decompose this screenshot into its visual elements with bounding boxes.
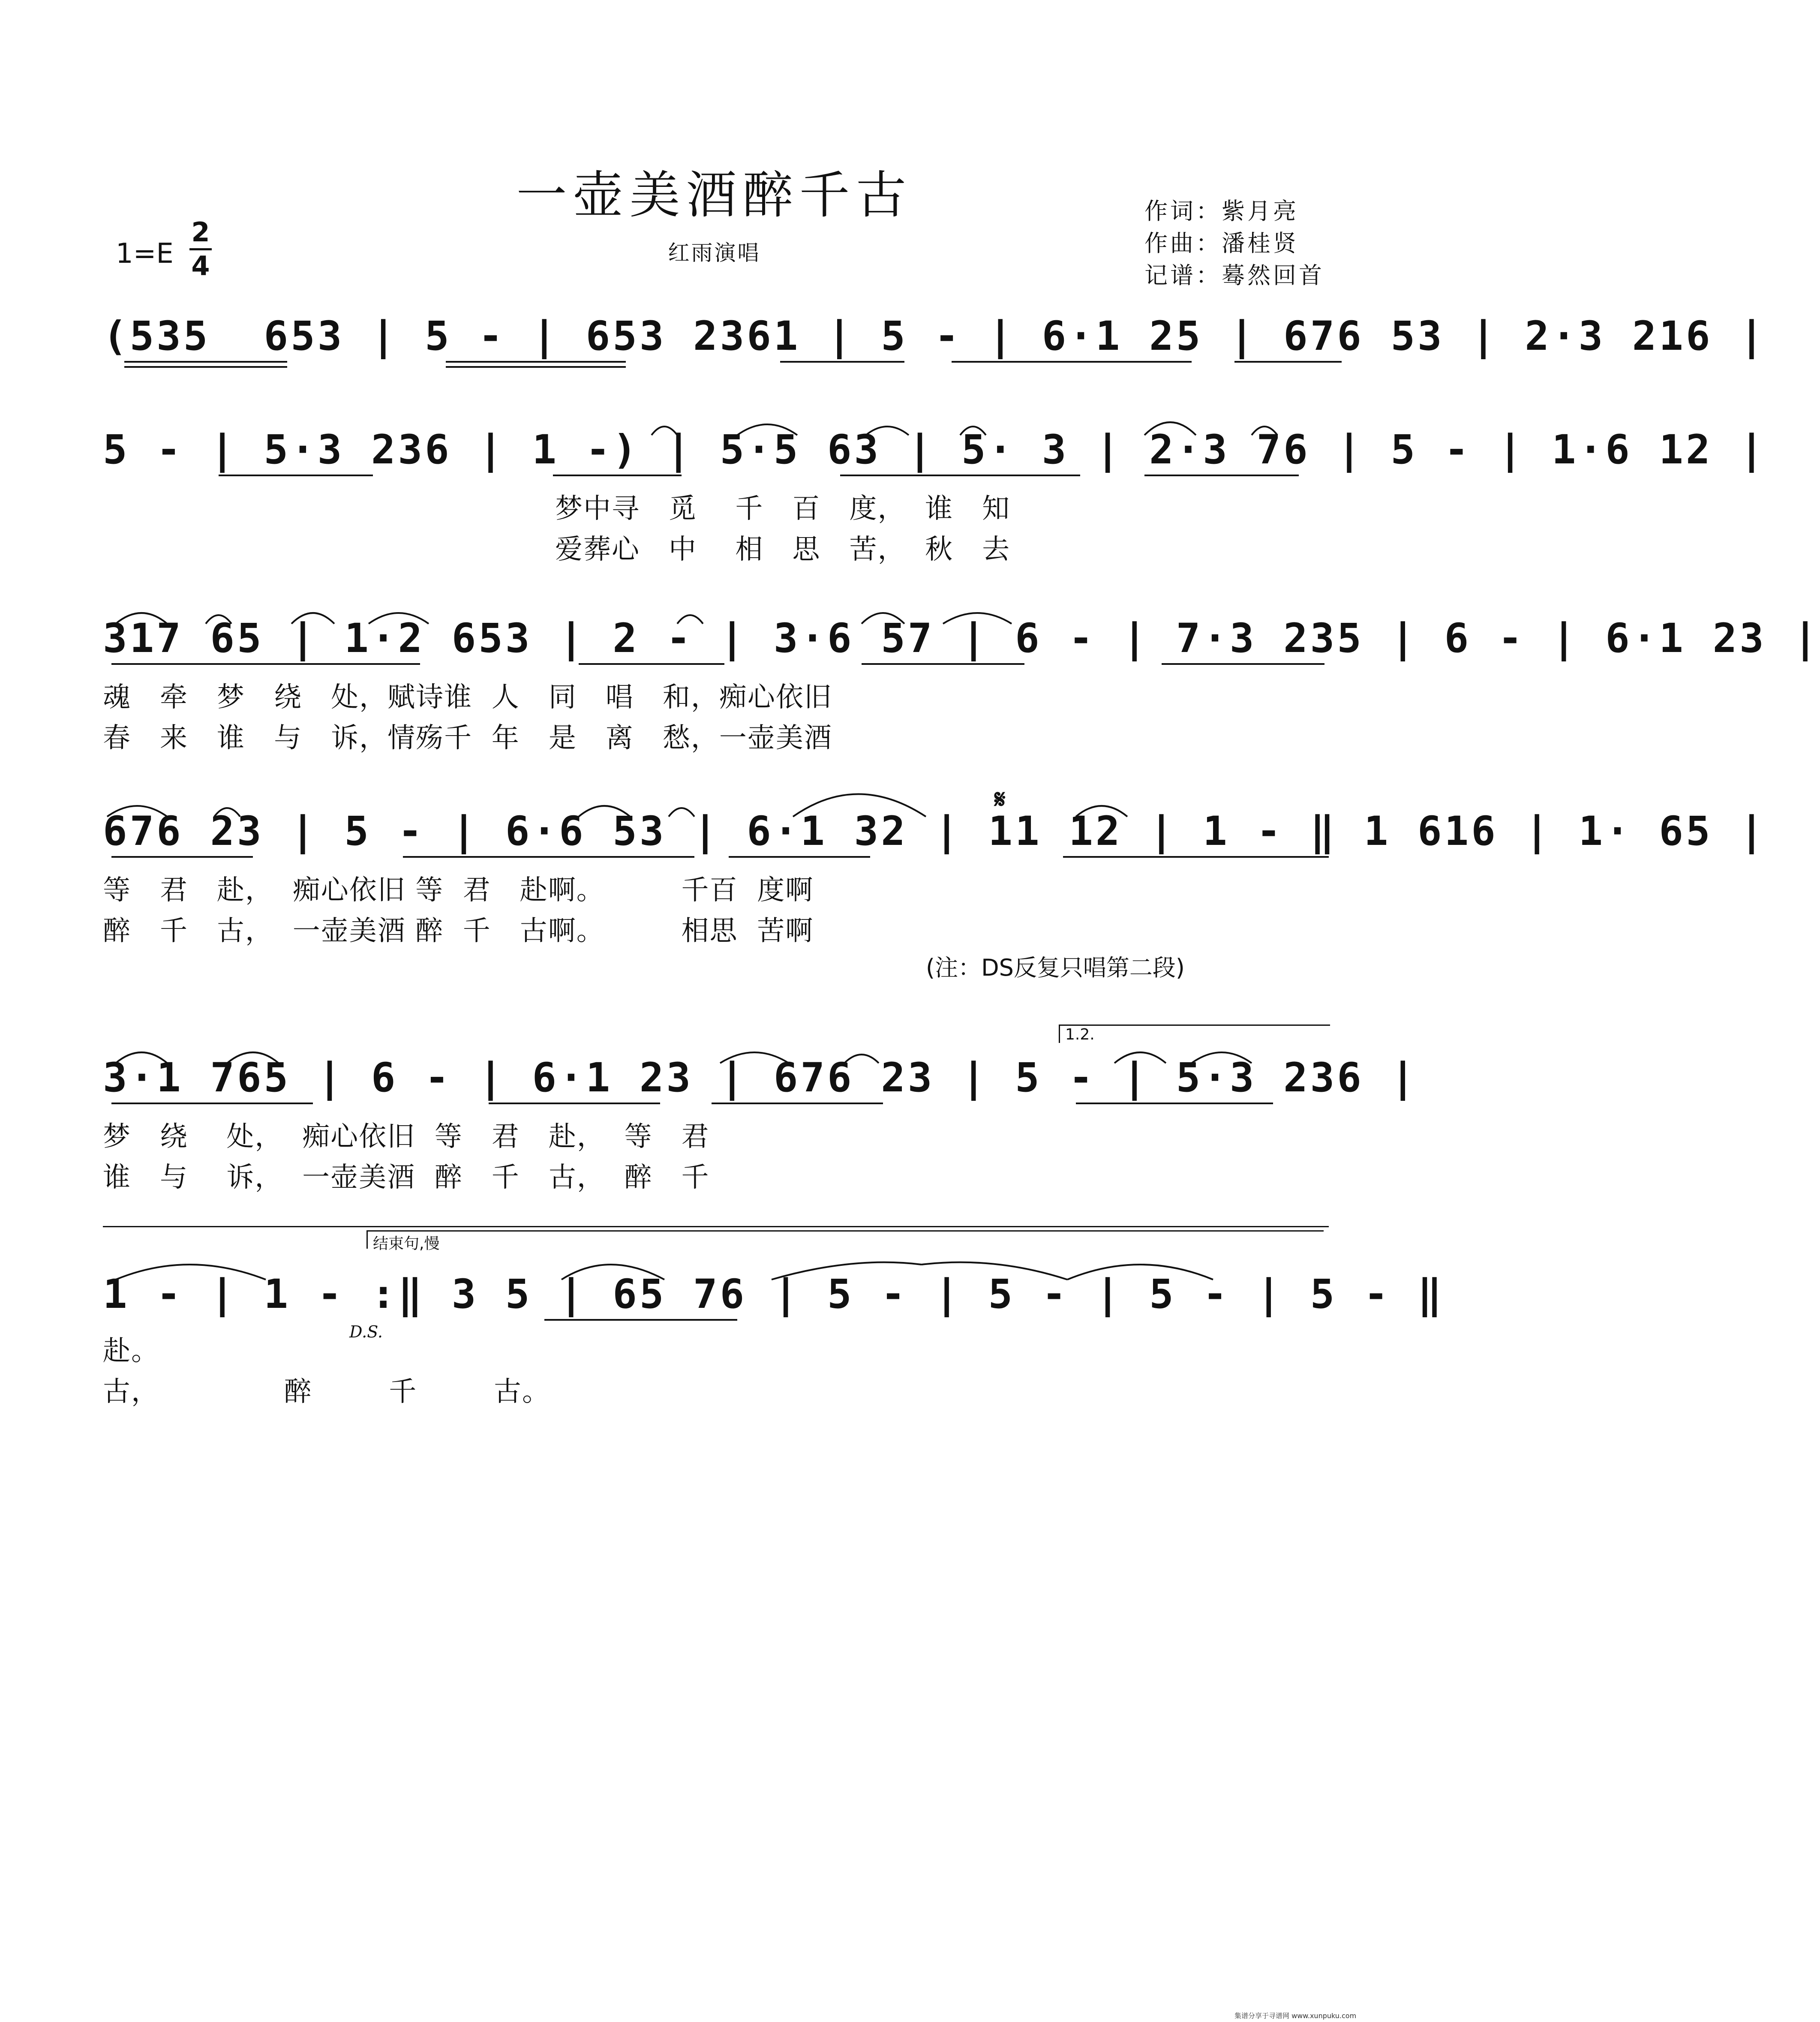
lyrics-line-4-verse-2: 醉 千 古， 一壶美酒 醉 千 古啊。 相思 苦啊: [103, 915, 814, 947]
lyrics-line-5-verse-2: 谁 与 诉， 一壶美酒 醉 千 古， 醉 千: [103, 1162, 710, 1193]
lyrics-line-5-verse-1: 梦 绕 处， 痴心依旧 等 君 赴， 等 君: [103, 1121, 710, 1153]
ending-label: 结束句,慢: [373, 1235, 440, 1253]
slur: [579, 806, 630, 817]
score-line-2-notes: 5 - | 5·3 236 | 1 -) | 5·5 63 | 5· 3 | 2·3 76 | 5 - | 1·6 12 |: [103, 427, 1766, 473]
score-line-6-notes: 1 - | 1 - :‖ 3 5 | 65 76 | 5 - | 5 - | 5 - | 5 - ‖: [103, 1271, 1445, 1318]
footer-watermark: 集谱分享于寻谱网 www.xunpuku.com: [1234, 2012, 1357, 2020]
score-line-3-notes: 317 65 | 1·2 653 | 2 - | 3·6 57 | 6 - | 7·3 235 | 6 - | 6·1 23 |: [103, 615, 1820, 662]
composer-credit: 作曲：潘桂贤: [1144, 230, 1299, 257]
singer: 红雨演唱: [668, 240, 761, 265]
slur: [1252, 427, 1277, 435]
lyrics-line-4-verse-1: 等 君 赴， 痴心依旧 等 君 赴啊。 千百 度啊: [103, 874, 814, 906]
slur: [214, 808, 240, 817]
slur: [677, 615, 703, 624]
slur: [291, 613, 334, 624]
slur: [943, 613, 1012, 624]
slur: [844, 1055, 879, 1063]
slur: [866, 427, 909, 435]
lyrics-line-2-verse-1: 梦中寻 觅 千 百 度， 谁 知: [555, 493, 1011, 525]
slur: [793, 794, 926, 817]
time-signature-bottom: 4: [191, 250, 210, 282]
score-line-5-notes: 3·1 765 | 6 - | 6·1 23 | 676 23 | 5 - | 5·3 236 |: [103, 1055, 1418, 1101]
lyrics-line-3-verse-2: 春 来 谁 与 诉，情殇千 年 是 离 愁，一壶美酒: [103, 722, 832, 754]
slur: [116, 613, 167, 624]
slur: [922, 1262, 1067, 1280]
slur: [669, 808, 694, 817]
ds-mark: D.S.: [349, 1322, 383, 1341]
lyrics-line-6-verse-1: 赴。: [103, 1335, 159, 1367]
lyrics-line-3-verse-1: 魂 牵 梦 绕 处，赋诗谁 人 同 唱 和，痴心依旧: [103, 682, 832, 713]
slur: [737, 424, 797, 435]
slur: [116, 1265, 266, 1280]
time-signature-top: 2: [191, 216, 210, 248]
slur: [227, 1052, 279, 1063]
slur: [862, 613, 904, 624]
slur: [1076, 806, 1127, 817]
slur: [1114, 1052, 1166, 1063]
volta-label: 1.2.: [1065, 1026, 1095, 1043]
slur: [1067, 1265, 1213, 1280]
slur: [720, 1052, 789, 1063]
ds-note: (注：DS反复只唱第二段): [926, 954, 1185, 981]
lyricist-credit: 作词：紫月亮: [1144, 198, 1299, 225]
song-title: 一壶美酒醉千古: [516, 165, 913, 225]
slur: [772, 1262, 922, 1280]
lyrics-line-2-verse-2: 爱葬心 中 相 思 苦， 秋 去: [555, 534, 1011, 565]
slur: [960, 427, 986, 435]
slur: [652, 427, 677, 435]
slur: [1144, 422, 1196, 435]
score-line-1-notes: (535 653 | 5 - | 653 2361 | 5 - | 6·1 25 | 676 53 | 2·3 216 |: [103, 313, 1766, 360]
transcriber-credit: 记谱：蓦然回首: [1144, 262, 1324, 289]
key-signature: 1=E: [116, 238, 174, 270]
lyrics-line-6-verse-2: 古， 醉 千 古。: [103, 1376, 550, 1408]
slur: [562, 1265, 664, 1280]
slur: [369, 613, 429, 624]
slur: [1192, 1052, 1252, 1063]
slur: [107, 806, 167, 817]
slur: [206, 615, 231, 624]
score-line-4-notes: 676 23 | 5 - | 6·6 53 | 6·1 32 | 11 12 | 1 - ‖ 1 616 | 1· 65 |: [103, 808, 1766, 855]
segno-sign: 𝄋: [994, 784, 1006, 814]
slur: [116, 1052, 167, 1063]
